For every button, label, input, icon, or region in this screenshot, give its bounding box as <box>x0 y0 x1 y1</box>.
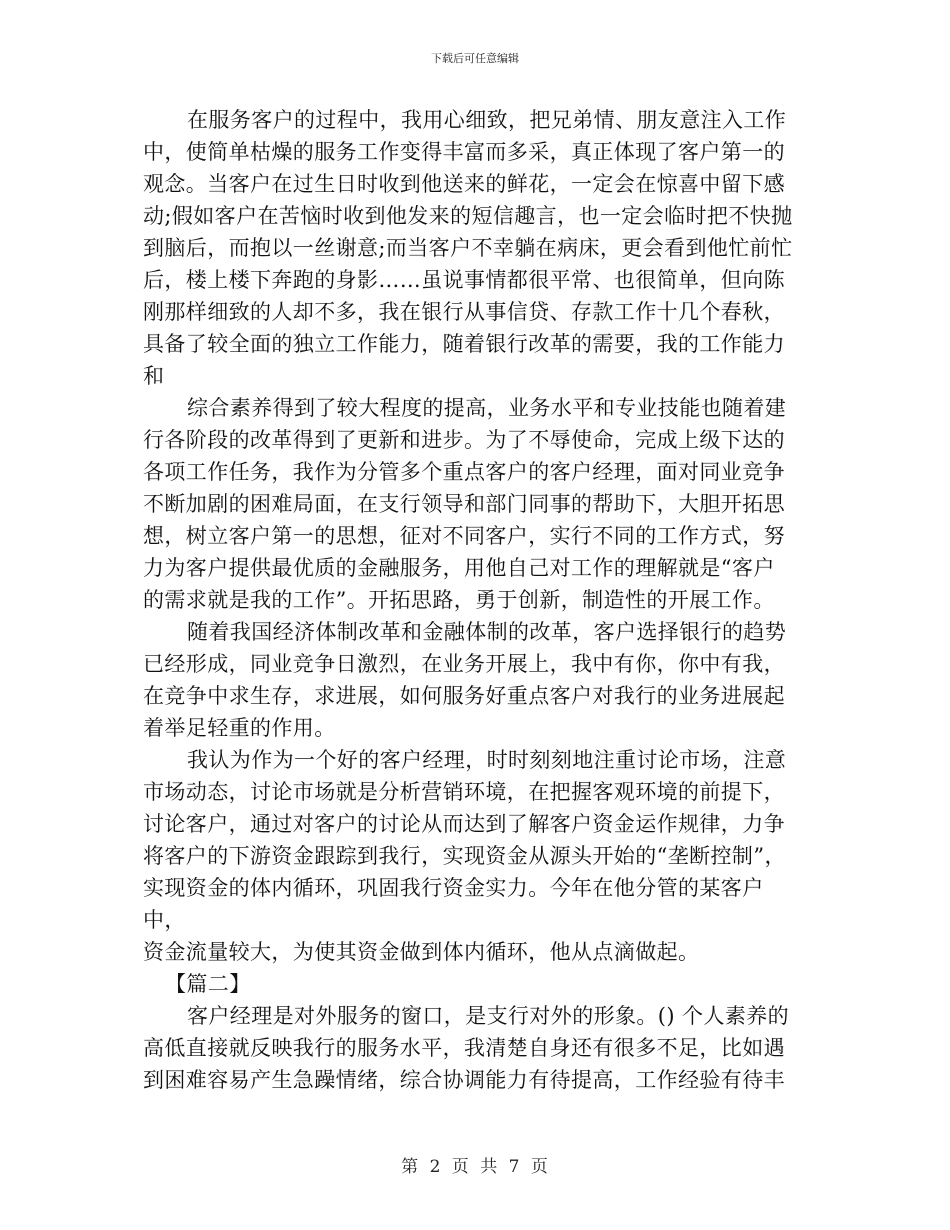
page-number-footer: 第 2 页 共 7 页 <box>401 1157 549 1177</box>
paragraph-1: 在服务客户的过程中，我用心细致，把兄弟情、朋友意注入工作 中，使简单枯燥的服务工作变得丰富而多采，真正体现了客户第一的 观念。当客户在过生日时收到他送来的鲜花，一定会在惊喜中留下感 动;假如客户在苦恼时收到他发来的短信趣言，也一定会临时把不快抛 到脑后，而抱以一丝谢意;而当客户不幸躺在病床，更会看到他忙前忙 后，楼上楼下奔跑的身影……虽说事情都很平常、也很简单，但向陈 刚那样细致的人却不多，我在银行从事信贷、存款工作十几个春秋， 具备了较全面的独立工作能力，随着银行改革的需要，我的工作能力 和 <box>143 108 793 388</box>
page-header: 下载后可任意编辑 <box>431 52 519 65</box>
paragraph-5: 客户经理是对外服务的窗口，是支行对外的形象。() 个人素养的 高低直接就反映我行的服务水平，我清楚自身还有很多不足，比如遇 到困难容易产生急躁情绪，综合协调能力有待提高，工作经验有待丰 <box>143 1004 790 1092</box>
paragraph-4: 我认为作为一个好的客户经理，时时刻刻地注重讨论市场，注意 市场动态，讨论市场就是分析营销环境，在把握客观环境的前提下， 讨论客户，通过对客户的讨论从而达到了解客户资金运作规律，力争 将客户的下游资金跟踪到我行，实现资金从源头开始的“垄断控制”， 实现资金的体内循环，巩固我行资金实力。今年在他分管的某客户中， 资金流量较大，为使其资金做到体内循环，他从点滴做起。 <box>143 748 787 964</box>
document-body <box>143 104 803 1096</box>
paragraph-3: 随着我国经济体制改革和金融体制的改革，客户选择银行的趋势 已经形成，同业竞争日激烈，在业务开展上，我中有你，你中有我， 在竞争中求生存，求进展，如何服务好重点客户对我行的业务进展起 着举足轻重的作用。 <box>143 620 787 740</box>
section-heading: 【篇二】 <box>165 972 251 996</box>
paragraph-2: 综合素养得到了较大程度的提高，业务水平和专业技能也随着建 行各阶段的改革得到了更新和进步。为了不辱使命，完成上级下达的 各项工作任务，我作为分管多个重点客户的客户经理，面对同业竞争 不断加剧的困难局面，在支行领导和部门同事的帮助下，大胆开拓思 想，树立客户第一的思想，征对不同客户，实行不同的工作方式，努 力为客户提供最优质的金融服务，用他自己对工作的理解就是“客户 的需求就是我的工作”。开拓思路，勇于创新，制造性的开展工作。 <box>143 396 787 612</box>
